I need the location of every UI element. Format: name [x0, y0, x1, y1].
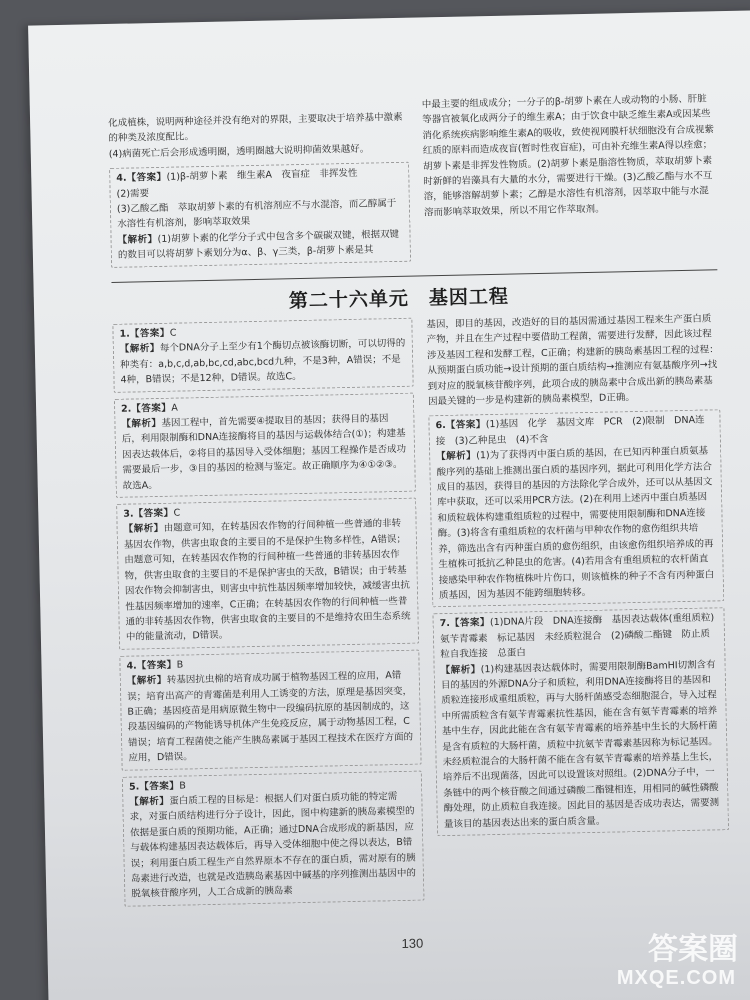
- watermark-brand: 答案圈: [648, 932, 738, 967]
- analysis-tag: 【解析】: [119, 343, 161, 356]
- answer-box: [116, 498, 419, 650]
- answer-tag: 【答案】: [126, 171, 167, 184]
- page-number: 130: [401, 935, 424, 952]
- analysis-text: 每个DNA分子上至少有1个酶切点被该酶切断，可以切得的种类有：a,b,c,d,ab,bc,cd,abc,bcd九种，不是3种，A错误；不是4种，B错误；不是12种，D错误。故选C。: [120, 338, 406, 387]
- watermark-domain: MXQE.COM: [616, 967, 736, 989]
- answer-box-q4: [109, 162, 411, 268]
- paragraph: 化成植株，说明两种途径并没有绝对的界限，主要取决于培养基中激素的种类及浓度配比。: [108, 111, 403, 145]
- textbook-page: [28, 10, 750, 1000]
- answer-box: [432, 608, 729, 837]
- question-number: 4.: [116, 172, 127, 185]
- question-number: 5.: [128, 781, 140, 793]
- answer-tag: 【答案】: [139, 780, 180, 793]
- answer-box: [112, 318, 413, 393]
- paragraph: 基因，即目的基因，改造好的目的基因需通过基因工程来生产蛋白质产物，并且在生产过程中要借助工程菌，需要进行发酵，因此该过程涉及基因工程和发酵工程，C正确；构建新的胰岛素基因工程的过程：从预期蛋白质功能→设计预期的蛋白质结构→推测应有氨基酸序列→找到对应的脱氧核苷酸序列，此项合成的胰岛素中合成出新的胰岛素基因最关键的一步是构建新的胰岛素模型，D正确。: [426, 313, 719, 408]
- answer-text: C: [173, 507, 181, 519]
- answer-text: C: [169, 327, 177, 339]
- paragraph: (4)病菌死亡后会形成透明圈，透明圈越大说明抑菌效果越好。: [108, 143, 370, 160]
- unit-title: 第二十六单元 基因工程: [288, 285, 510, 313]
- answer-tag: 【答案】: [133, 507, 174, 520]
- left-column: [112, 318, 424, 913]
- top-right-column: [422, 91, 717, 220]
- question-number: 6.: [435, 420, 446, 432]
- answer-line: (2)需要: [116, 187, 150, 200]
- answer-box: [119, 649, 421, 770]
- analysis-tag: 【解析】: [440, 663, 481, 676]
- answer-tag: 【答案】: [131, 402, 172, 415]
- analysis-text: (1)胡萝卜素的化学分子式中包含多个碳碳双键，根据双键的数目可以将胡萝卜素划分为α、β、γ三类，β-胡萝卜素是其: [117, 228, 400, 262]
- analysis-text: (1)构建基因表达载体时，需要用限制酶BamHⅠ切割含有目的基因的外源DNA分子和质粒，利用DNA连接酶将目的基因和质粒连接形成重组质粒，再与大肠杆菌感受态细胞混合，导入过程中所需质粒含有氨苄青霉素抗性基因，能在含有氨苄青霉素的培养基中生存，因此此能在含有氨苄青霉素的培养基中生长的大肠杆菌是含有质粒的大肠杆菌，质粒中抗氨苄青霉素基因称为标记基因。未经质粒混合的大肠杆菌不能在含有氨苄青霉素的培养基上生长，培养后不出现菌落，因此可以设置该对照组。(2)DNA分子中，一条链中的两个核苷酸之间通过磷酸二酯键相连，用相同的碱性磷酸酶处理，防止质粒自我连接。因此目的基因是否成功表达，需要测量该目的基因表达出来的蛋白质含量。: [440, 658, 720, 830]
- analysis-tag: 【解析】: [123, 523, 164, 536]
- analysis-text: 蛋白质工程的目标是：根据人们对蛋白质功能的特定需求，对蛋白质结构进行分子设计，因此，图中构建新的胰岛素模型的依据是蛋白质的预期功能，A正确；通过DNA合成形成的新基因，应与载体构建基因表达载体后，再导入受体细胞中使之得以表达，B错误；利用蛋白质工程生产自然界原本不存在的蛋白质，需对原有的胰岛素进行改造，也就是改造胰岛素基因中碱基的序列推测出基因中的脱氧核苷酸序列，人工合成新的胰岛素: [129, 791, 417, 901]
- answer-text: (1)β-胡萝卜素 维生素A 夜盲症 非挥发性: [166, 167, 358, 183]
- answer-tag: 【答案】: [449, 617, 491, 630]
- question-number: 4.: [126, 660, 137, 672]
- analysis-text: (1)为了获得丙中蛋白质的基因，在已知丙种蛋白质氨基酸序列的基础上推测出蛋白质的基因序列，据此可利用化学方法合成目的基因，获得目的基因的方法除化学合成外，还可以从基因文库中获取，还可以采用PCR方法。(2)在利用上述丙中蛋白质基因和质粒载体构建重组质粒的过程中，需要使用限制酶和DNA连接酶。(3)将含有重组质粒的农杆菌与甲种农作物的愈伤组织共培养，筛选出含有丙种蛋白质的愈伤组织，由该愈伤组织培养成的再生植株可抵抗乙种昆虫的危害。(4)若用含有重组质粒的农杆菌直接感染甲种农作物植株叶片伤口，则该植株的种子不含有丙种蛋白质基因，因为基因不能跨细胞转移。: [436, 445, 715, 602]
- right-column: [426, 311, 729, 842]
- question-number: 7.: [439, 618, 451, 630]
- question-number: 3.: [123, 508, 134, 520]
- analysis-tag: 【解析】: [117, 233, 158, 246]
- analysis-tag: 【解析】: [436, 450, 477, 463]
- top-left-column: [108, 110, 411, 274]
- answer-text: A: [171, 402, 178, 414]
- analysis-text: 基因工程中，首先需要④提取目的基因；获得目的基因后，利用限制酶和DNA连接酶将目的基因与运载体结合(①)；构建基因表达载体后，②将目的基因导入受体细胞；基因工程操作是否成功需要最后一步，③目的基因的检测与鉴定。故正确顺序为④①②③。故选A。: [121, 413, 407, 492]
- answer-text: (1)基因 化学 基因文库 PCR (2)限制 DNA连接 (3)乙种昆虫 (4)不含: [435, 415, 705, 448]
- answer-tag: 【答案】: [129, 327, 170, 340]
- answer-box: [428, 410, 724, 608]
- answer-tag: 【答案】: [445, 419, 486, 432]
- answer-text: B: [176, 659, 184, 671]
- answer-box: [114, 392, 416, 498]
- answer-tag: 【答案】: [136, 659, 177, 672]
- answer-box: [122, 770, 425, 907]
- analysis-tag: 【解析】: [129, 795, 170, 808]
- question-number: 2.: [121, 403, 132, 415]
- analysis-text: 由题意可知，在转基因农作物的行间种植一些普通的非转基因农作物，供害虫取食的主要目的不是保护生物多样性，A错误；由题意可知，在转基因农作物的行间种植一些普通的非转基因农作物，供害虫取食的主要目的不是保护害虫的天敌，B错误；由于转基因农作物会抑制害虫，则害虫中抗性基因频率增加较快，减缓害虫抗性基因频率增加的速率，C正确；在转基因农作物的行间种植一些普通的非转基因农作物，供害虫取食的主要目的不是维持农田生态系统中的能量流动，D错误。: [123, 518, 411, 644]
- answer-text: (1)DNA片段 DNA连接酶 基因表达载体(重组质粒) 氨苄青霉素 标记基因 未经质粒混合 (2)磷酸二酯键 防止质粒自我连接 总蛋白: [439, 612, 724, 661]
- analysis-text: 转基因抗虫棉的培育成功属于植物基因工程的应用，A错误；培育出高产的青霉菌是利用人工诱变的方法，原理是基因突变，B正确；基因疫苗是用病原微生物中一段编码抗原的基因制成的，这段基因编码的产物能诱导机体产生免疫反应，属于动物基因工程，C错误；培育工程菌使之能产生胰岛素属于基因工程技术在医疗方面的应用，D错误。: [127, 670, 414, 764]
- answer-text: B: [179, 780, 186, 792]
- question-number: 1.: [119, 328, 130, 340]
- answer-line: (3)乙酸乙酯 萃取胡萝卜素的有机溶剂应不与水混溶，而乙醇属于水溶性有机溶剂，影响萃取效果: [116, 198, 397, 231]
- paragraph: 中最主要的组成成分；一分子的β-胡萝卜素在人或动物的小肠、肝脏等器官被氧化成两分子的维生素A；由于饮食中缺乏维生素A或因某些消化系统疾病影响维生素A的吸收，致使视网膜杆状细胞没有合成视紫红质的原料而造成夜盲(暂时性夜盲症)，可由补充维生素A得以痊愈；胡萝卜素是非挥发性物质。(2)胡萝卜素是脂溶性物质，萃取胡萝卜素时新鲜的岩藻具有大量的水分，需要进行干燥。(3)乙酸乙酯与水不互溶，能够溶解胡萝卜素；乙醇是水溶性有机溶剂，因萃取中能与水混溶而影响萃取效果，所以不用它作萃取剂。: [421, 93, 715, 219]
- analysis-tag: 【解析】: [126, 675, 167, 687]
- analysis-tag: 【解析】: [121, 417, 162, 430]
- watermark-logo: [600, 922, 740, 992]
